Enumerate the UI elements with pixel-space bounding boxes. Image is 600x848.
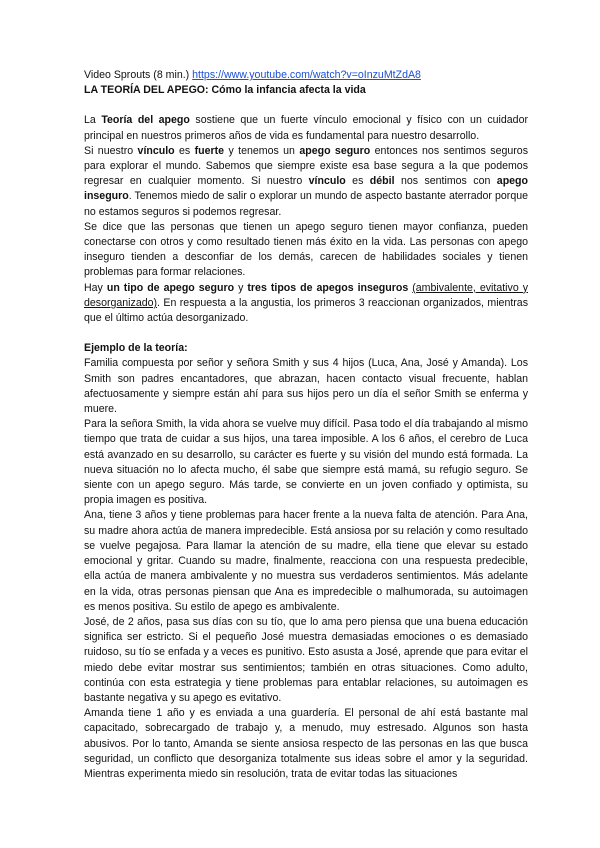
bold-term: un tipo de apego seguro [106, 281, 235, 294]
paragraph-luca: Para la señora Smith, la vida ahora se vuelve muy difícil. Pasa todo el día trabajando al mismo tiempo que trata de cuidar a sus hijos, una tarea imposible. A los 6 años, el cerebro de Luca está avanzado en su desarrollo, su carácter es fuerte y su visión del mundo está formada. La nueva situación no lo afecta mucho, él sabe que siempre está mamá, su refugio seguro. Se siente con un apego seguro. Más tarde, se convierte en un joven confiado y optimista, su propia imagen es positiva. [84, 418, 528, 507]
paragraph-amanda: Amanda tiene 1 año y es enviada a una guardería. El personal de ahí está bastante mal capacitado, sobrecargado de trabajo y, a menudo, muy estresado. Algunos son hasta abusivos. Por lo tanto, Amanda se siente ansiosa respecto de las personas en las que busca seguridad, un conflicto que desorganiza totalmente sus ideas sobre el amor y la seguridad. Mientras experimenta miedo sin resolución, trata de evitar todas las situaciones [84, 707, 528, 780]
bold-term: apego seguro [299, 144, 371, 157]
text-run: . En respuesta a la angustia, los primeros 3 reaccionan organizados, mientras que el último actúa desorganizado. [84, 296, 528, 325]
paragraph-family: Familia compuesta por señor y señora Smith y sus 4 hijos (Luca, Ana, José y Amanda). Los Smith son padres encantadores, que abrazan, hacen contacto visual frecuente, hablan afectuosamente y siempre están ahí para sus hijos pero un día el señor Smith se enferma y muere. [84, 357, 528, 416]
bold-term: apego inseguro [84, 175, 528, 203]
paragraph-theory [84, 113, 528, 143]
video-source-line [84, 68, 528, 83]
text-run: y tenemos un [224, 144, 300, 157]
document-page [84, 68, 528, 782]
text-run: y [234, 281, 248, 294]
document-title: LA TEORÍA DEL APEGO: Cómo la infancia afecta la vida [84, 84, 366, 97]
video-source-label: Video Sprouts (8 min.) [84, 69, 190, 81]
text-run: sostiene que un fuerte vínculo emocional y físico con un cuidador principal en nuestros primeros años de vida es fundamental para nuestro desarrollo. [84, 114, 528, 142]
example-heading: Ejemplo de la teoría: [84, 342, 188, 355]
paragraph-jose: José, de 2 años, pasa sus días con su tío, que lo ama pero piensa que una buena educación significa ser estricto. Si el pequeño José muestra demasiadas emociones o es demasiado ruidoso, su tío se enfada y a veces es punitivo. Esto asusta a José, aprende que para evitar el miedo debe evitar mostrar sus sentimientos; también en otras situaciones. Como adulto, continúa con esta estrategia y tiene problemas para entablar relaciones, su autoimagen es bastante negativa y su apego es evitativo. [84, 615, 528, 704]
bold-term: Teoría del apego [101, 114, 190, 127]
spacer [84, 326, 528, 341]
text-run: entonces nos sentimos seguros para explorar el mundo. Sabemos que siempre existe esa base segura a la que podemos regresar en cualquier momento. Si nuestro [84, 144, 528, 188]
text-run: Si nuestro [84, 144, 138, 157]
underlined-term: (ambivalente, evitativo y desorganizado) [84, 281, 529, 309]
paragraph-confidence: Se dice que las personas que tienen un apego seguro tienen mayor confianza, pueden conectarse con otros y como resultado tienen más éxito en la vida. Las personas con apego inseguro tienden a desconfiar de los demás, carecen de habilidades sociales y tienen problemas para formar relaciones. [84, 220, 528, 279]
text-run: es [345, 175, 370, 188]
bold-term: vínculo [308, 175, 346, 188]
bold-term: débil [369, 175, 395, 188]
text-run: es [174, 144, 195, 157]
paragraph-bond [84, 144, 528, 220]
bold-term: vínculo [137, 144, 175, 157]
text-run: La [84, 114, 102, 127]
bold-term: fuerte [194, 144, 225, 157]
paragraph-types [84, 281, 528, 327]
bold-term: tres tipos de apegos inseguros [247, 281, 409, 294]
text-run: . Tenemos miedo de salir o explorar un mundo de aspecto bastante aterrador porque no estamos seguros si podemos regresar. [84, 190, 528, 218]
spacer [84, 98, 528, 113]
video-link[interactable]: https://www.youtube.com/watch?v=oInzuMtZdA8 [192, 69, 421, 81]
text-run: nos sentimos con [394, 175, 497, 188]
text-run: Hay [84, 281, 107, 294]
paragraph-ana: Ana, tiene 3 años y tiene problemas para hacer frente a la nueva falta de atención. Para Ana, su madre ahora actúa de manera impredecible. Está ansiosa por su relación y como resultado se vuelve pegajosa. Para llamar la atención de su madre, ella tiene que elevar su estado emocional y gritar. Cuando su madre, finalmente, reacciona con una respuesta predecible, ella actúa de manera ambivalente y no muestra sus verdaderos sentimientos. Más adelante en la vida, otras personas piensan que Ana es impredecible o malhumorada, su autoimagen es menos positiva. Su estilo de apego es ambivalente. [84, 509, 528, 613]
